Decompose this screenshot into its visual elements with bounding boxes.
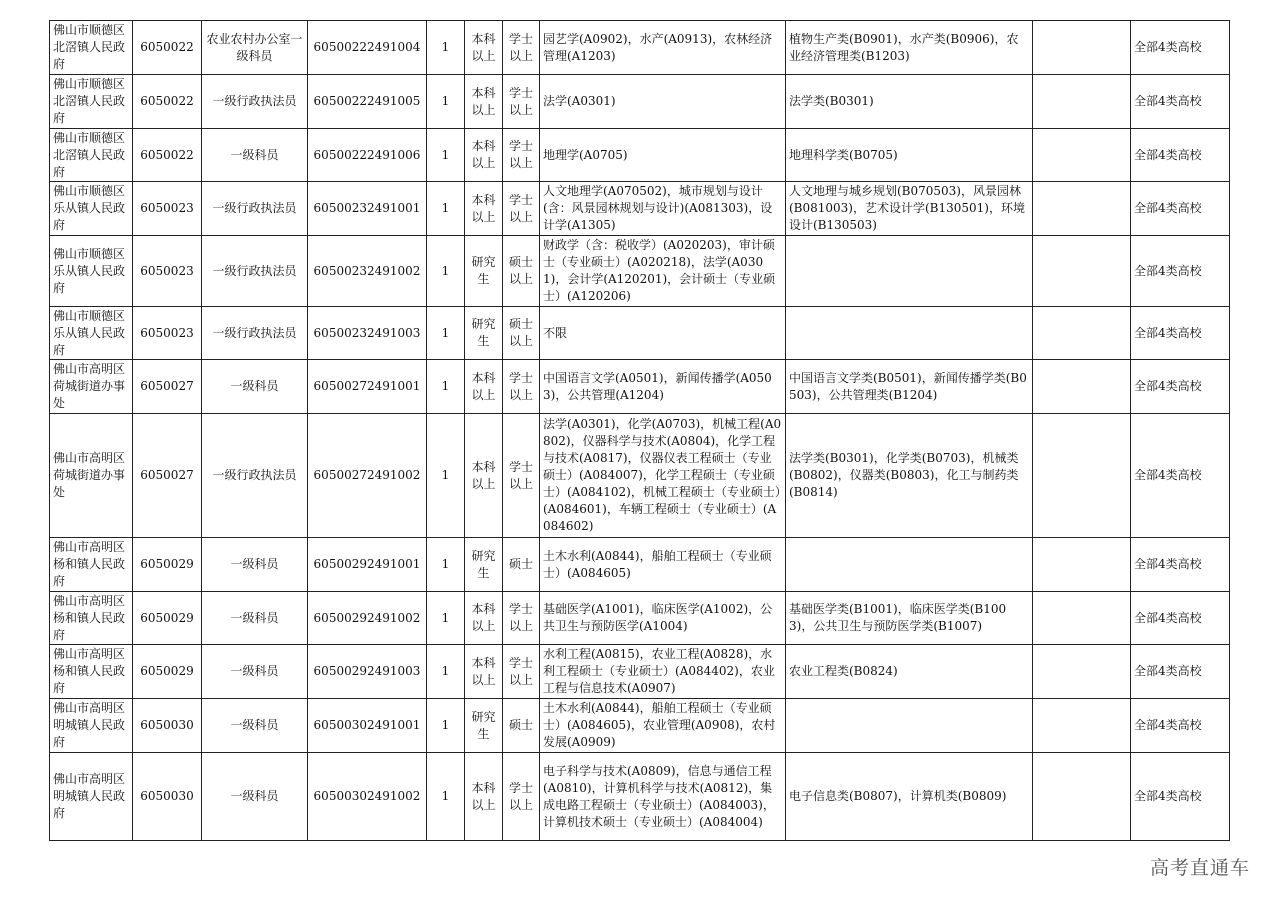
table-row (50, 360, 1230, 414)
count-cell: 1 (427, 307, 465, 360)
source-cell: 全部4类高校 (1131, 129, 1230, 182)
count-cell: 1 (427, 699, 465, 753)
unit-cell: 佛山市顺德区北滘镇人民政府 (50, 21, 133, 75)
table-row (50, 182, 1230, 236)
degree-cell: 学士以上 (503, 753, 540, 841)
unit-code-cell: 6050030 (133, 753, 202, 841)
count-cell: 1 (427, 182, 465, 236)
education-cell: 本科以上 (465, 360, 503, 414)
unit-code-cell: 6050023 (133, 307, 202, 360)
count-cell: 1 (427, 75, 465, 129)
major-postgrad-cell: 电子科学与技术(A0809)，信息与通信工程(A0810)，计算机科学与技术(A0812)，集成电路工程硕士（专业硕士）(A084003)，计算机技术硕士（专业硕士）(A084004) (540, 753, 786, 841)
major-college-cell: 植物生产类(B0901)，水产类(B0906)，农业经济管理类(B1203) (786, 21, 1033, 75)
major-college-cell: 法学类(B0301)，化学类(B0703)，机械类(B0802)，仪器类(B0803)，化工与制药类(B0814) (786, 414, 1033, 538)
degree-cell: 硕士以上 (503, 307, 540, 360)
other-cell (1033, 129, 1131, 182)
position-code-cell: 60500302491001 (308, 699, 427, 753)
position-cell: 一级科员 (202, 592, 308, 645)
education-cell: 研究生 (465, 538, 503, 592)
count-cell: 1 (427, 414, 465, 538)
major-postgrad-cell: 基础医学(A1001)，临床医学(A1002)，公共卫生与预防医学(A1004) (540, 592, 786, 645)
position-code-cell: 60500292491003 (308, 645, 427, 699)
source-cell: 全部4类高校 (1131, 307, 1230, 360)
position-code-cell: 60500232491001 (308, 182, 427, 236)
degree-cell: 学士以上 (503, 21, 540, 75)
education-cell: 本科以上 (465, 414, 503, 538)
major-college-cell (786, 699, 1033, 753)
source-cell: 全部4类高校 (1131, 75, 1230, 129)
major-college-cell (786, 538, 1033, 592)
unit-code-cell: 6050029 (133, 592, 202, 645)
source-cell: 全部4类高校 (1131, 538, 1230, 592)
other-cell (1033, 645, 1131, 699)
source-cell: 全部4类高校 (1131, 236, 1230, 307)
position-cell: 一级科员 (202, 753, 308, 841)
degree-cell: 学士以上 (503, 592, 540, 645)
degree-cell: 硕士以上 (503, 236, 540, 307)
unit-code-cell: 6050027 (133, 360, 202, 414)
position-code-cell: 60500272491002 (308, 414, 427, 538)
source-cell: 全部4类高校 (1131, 21, 1230, 75)
table-body (50, 21, 1230, 841)
source-cell: 全部4类高校 (1131, 360, 1230, 414)
education-cell: 研究生 (465, 699, 503, 753)
count-cell: 1 (427, 360, 465, 414)
watermark-text: 高考直通车 (1149, 857, 1250, 879)
other-cell (1033, 360, 1131, 414)
unit-code-cell: 6050023 (133, 236, 202, 307)
source-cell: 全部4类高校 (1131, 645, 1230, 699)
position-code-cell: 60500232491002 (308, 236, 427, 307)
unit-code-cell: 6050030 (133, 699, 202, 753)
count-cell: 1 (427, 236, 465, 307)
education-cell: 本科以上 (465, 75, 503, 129)
position-cell: 一级行政执法员 (202, 75, 308, 129)
count-cell: 1 (427, 538, 465, 592)
source-cell: 全部4类高校 (1131, 182, 1230, 236)
position-cell: 一级行政执法员 (202, 414, 308, 538)
count-cell: 1 (427, 645, 465, 699)
degree-cell: 学士以上 (503, 645, 540, 699)
degree-cell: 学士以上 (503, 75, 540, 129)
education-cell: 本科以上 (465, 129, 503, 182)
recruitment-table (49, 20, 1230, 841)
unit-code-cell: 6050022 (133, 129, 202, 182)
major-postgrad-cell: 土木水利(A0844)，船舶工程硕士（专业硕士）(A084605)，农业管理(A0908)，农村发展(A0909) (540, 699, 786, 753)
position-code-cell: 60500292491002 (308, 592, 427, 645)
position-cell: 一级行政执法员 (202, 182, 308, 236)
education-cell: 本科以上 (465, 645, 503, 699)
unit-cell: 佛山市高明区明城镇人民政府 (50, 753, 133, 841)
position-code-cell: 60500292491001 (308, 538, 427, 592)
position-code-cell: 60500232491003 (308, 307, 427, 360)
table-row (50, 75, 1230, 129)
other-cell (1033, 75, 1131, 129)
source-cell: 全部4类高校 (1131, 414, 1230, 538)
count-cell: 1 (427, 129, 465, 182)
education-cell: 本科以上 (465, 592, 503, 645)
unit-cell: 佛山市高明区荷城街道办事处 (50, 360, 133, 414)
unit-cell: 佛山市高明区杨和镇人民政府 (50, 538, 133, 592)
major-college-cell: 人文地理与城乡规划(B070503)，风景园林(B081003)，艺术设计学(B130501)，环境设计(B130503) (786, 182, 1033, 236)
source-cell: 全部4类高校 (1131, 592, 1230, 645)
major-postgrad-cell: 法学(A0301)，化学(A0703)，机械工程(A0802)，仪器科学与技术(A0804)，化学工程与技术(A0817)，仪器仪表工程硕士（专业硕士）(A084007)，化学工程硕士（专业硕士）(A084102)，机械工程硕士（专业硕士）(A084601)，车辆工程硕士（专业硕士）(A084602) (540, 414, 786, 538)
position-cell: 农业农村办公室一级科员 (202, 21, 308, 75)
other-cell (1033, 21, 1131, 75)
unit-code-cell: 6050029 (133, 645, 202, 699)
position-cell: 一级行政执法员 (202, 307, 308, 360)
unit-code-cell: 6050022 (133, 21, 202, 75)
other-cell (1033, 414, 1131, 538)
degree-cell: 硕士 (503, 538, 540, 592)
major-postgrad-cell: 法学(A0301) (540, 75, 786, 129)
education-cell: 研究生 (465, 236, 503, 307)
table-row (50, 753, 1230, 841)
position-cell: 一级科员 (202, 699, 308, 753)
major-postgrad-cell: 人文地理学(A070502)，城市规划与设计(含：风景园林规划与设计)(A081303)，设计学(A1305) (540, 182, 786, 236)
position-cell: 一级科员 (202, 538, 308, 592)
position-code-cell: 60500302491002 (308, 753, 427, 841)
degree-cell: 学士以上 (503, 360, 540, 414)
major-postgrad-cell: 水利工程(A0815)，农业工程(A0828)，水利工程硕士（专业硕士）(A084402)，农业工程与信息技术(A0907) (540, 645, 786, 699)
degree-cell: 学士以上 (503, 129, 540, 182)
unit-cell: 佛山市高明区荷城街道办事处 (50, 414, 133, 538)
table-row (50, 129, 1230, 182)
count-cell: 1 (427, 753, 465, 841)
count-cell: 1 (427, 592, 465, 645)
major-college-cell: 法学类(B0301) (786, 75, 1033, 129)
degree-cell: 硕士 (503, 699, 540, 753)
other-cell (1033, 307, 1131, 360)
major-college-cell (786, 307, 1033, 360)
major-college-cell: 中国语言文学类(B0501)，新闻传播学类(B0503)，公共管理类(B1204) (786, 360, 1033, 414)
table-row (50, 538, 1230, 592)
major-postgrad-cell: 中国语言文学(A0501)，新闻传播学(A0503)，公共管理(A1204) (540, 360, 786, 414)
degree-cell: 学士以上 (503, 182, 540, 236)
education-cell: 研究生 (465, 307, 503, 360)
education-cell: 本科以上 (465, 753, 503, 841)
unit-cell: 佛山市高明区杨和镇人民政府 (50, 645, 133, 699)
other-cell (1033, 699, 1131, 753)
major-college-cell: 电子信息类(B0807)，计算机类(B0809) (786, 753, 1033, 841)
unit-code-cell: 6050022 (133, 75, 202, 129)
position-cell: 一级科员 (202, 645, 308, 699)
count-cell: 1 (427, 21, 465, 75)
table-row (50, 307, 1230, 360)
unit-code-cell: 6050029 (133, 538, 202, 592)
position-cell: 一级科员 (202, 360, 308, 414)
major-college-cell: 农业工程类(B0824) (786, 645, 1033, 699)
major-postgrad-cell: 土木水利(A0844)，船舶工程硕士（专业硕士）(A084605) (540, 538, 786, 592)
position-cell: 一级行政执法员 (202, 236, 308, 307)
table-row (50, 236, 1230, 307)
position-code-cell: 60500222491004 (308, 21, 427, 75)
unit-cell: 佛山市顺德区乐从镇人民政府 (50, 307, 133, 360)
source-cell: 全部4类高校 (1131, 699, 1230, 753)
major-college-cell: 地理科学类(B0705) (786, 129, 1033, 182)
other-cell (1033, 236, 1131, 307)
table-row (50, 699, 1230, 753)
unit-cell: 佛山市顺德区乐从镇人民政府 (50, 182, 133, 236)
education-cell: 本科以上 (465, 182, 503, 236)
major-postgrad-cell: 不限 (540, 307, 786, 360)
unit-cell: 佛山市顺德区北滘镇人民政府 (50, 129, 133, 182)
unit-code-cell: 6050023 (133, 182, 202, 236)
major-college-cell: 基础医学类(B1001)，临床医学类(B1003)，公共卫生与预防医学类(B1007) (786, 592, 1033, 645)
unit-code-cell: 6050027 (133, 414, 202, 538)
degree-cell: 学士以上 (503, 414, 540, 538)
education-cell: 本科以上 (465, 21, 503, 75)
unit-cell: 佛山市顺德区北滘镇人民政府 (50, 75, 133, 129)
other-cell (1033, 592, 1131, 645)
other-cell (1033, 182, 1131, 236)
table-row (50, 21, 1230, 75)
position-code-cell: 60500222491006 (308, 129, 427, 182)
major-postgrad-cell: 地理学(A0705) (540, 129, 786, 182)
source-cell: 全部4类高校 (1131, 753, 1230, 841)
unit-cell: 佛山市高明区明城镇人民政府 (50, 699, 133, 753)
position-code-cell: 60500222491005 (308, 75, 427, 129)
table-row (50, 414, 1230, 538)
unit-cell: 佛山市高明区杨和镇人民政府 (50, 592, 133, 645)
other-cell (1033, 753, 1131, 841)
other-cell (1033, 538, 1131, 592)
table-row (50, 592, 1230, 645)
unit-cell: 佛山市顺德区乐从镇人民政府 (50, 236, 133, 307)
position-cell: 一级科员 (202, 129, 308, 182)
table-row (50, 645, 1230, 699)
position-code-cell: 60500272491001 (308, 360, 427, 414)
major-postgrad-cell: 园艺学(A0902)，水产(A0913)，农林经济管理(A1203) (540, 21, 786, 75)
major-college-cell (786, 236, 1033, 307)
major-postgrad-cell: 财政学（含：税收学）(A020203)，审计硕士（专业硕士）(A020218)，法学(A0301)，会计学(A120201)，会计硕士（专业硕士）(A120206) (540, 236, 786, 307)
